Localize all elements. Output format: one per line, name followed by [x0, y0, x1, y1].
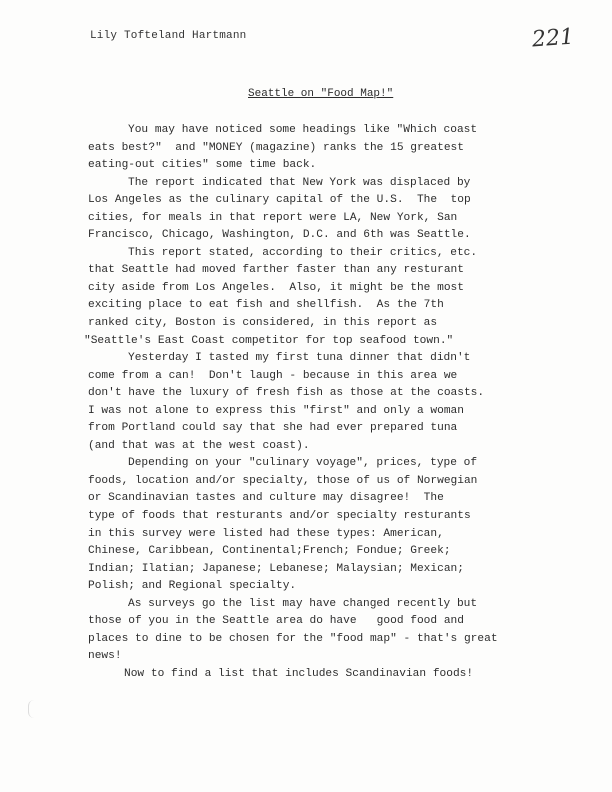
body-line: I was not alone to express this "first" and only a woman: [88, 404, 464, 417]
body-line: "Seattle's East Coast competitor for top seafood town.": [84, 334, 454, 347]
article-title: Seattle on "Food Map!": [248, 88, 394, 100]
body-line: city aside from Los Angeles. Also, it might be the most: [88, 281, 464, 294]
body-line: that Seattle had moved farther faster than any resturant: [88, 264, 464, 277]
body-line: or Scandinavian tastes and culture may disagree! The: [88, 492, 444, 505]
body-line: ranked city, Boston is considered, in this report as: [88, 317, 438, 330]
body-line: in this survey were listed had these types: American,: [88, 527, 444, 540]
body-line: Depending on your "culinary voyage", prices, type of: [128, 457, 478, 470]
body-line: eats best?" and "MONEY (magazine) ranks the 15 greatest: [88, 141, 464, 154]
body-line: Now to find a list that includes Scandinavian foods!: [124, 667, 474, 680]
body-line: eating-out cities" some time back.: [88, 159, 317, 172]
body-line: You may have noticed some headings like "Which coast: [128, 124, 478, 136]
body-line: type of foods that resturants and/or specialty resturants: [88, 510, 471, 523]
body-line: This report stated, according to their critics, etc.: [128, 246, 478, 259]
body-line: As surveys go the list may have changed recently but: [128, 597, 478, 610]
body-line: foods, location and/or specialty, those of us of Norwegian: [88, 474, 478, 487]
body-line: those of you in the Seattle area do have good food and: [88, 615, 464, 628]
article-body: [84, 122, 558, 684]
body-line: come from a can! Don't laugh - because in this area we: [88, 369, 458, 382]
body-line: The report indicated that New York was displaced by: [128, 176, 471, 189]
body-line: news!: [88, 650, 122, 663]
body-line: Indian; Ilatian; Japanese; Lebanese; Malaysian; Mexican;: [88, 562, 464, 575]
handwritten-page-number: 221: [531, 24, 575, 53]
body-line: Polish; and Regional specialty.: [88, 580, 297, 593]
body-line: from Portland could say that she had ever prepared tuna: [88, 422, 458, 435]
body-line: places to dine to be chosen for the "food map" - that's great: [88, 632, 498, 645]
body-line: Francisco, Chicago, Washington, D.C. and 6th was Seattle.: [88, 229, 471, 242]
body-line: (and that was at the west coast).: [88, 439, 310, 452]
body-line: Yesterday I tasted my first tuna dinner that didn't: [128, 352, 471, 365]
body-line: don't have the luxury of fresh fish as those at the coasts.: [88, 387, 485, 400]
body-line: Chinese, Caribbean, Continental;French; Fondue; Greek;: [88, 545, 451, 558]
author-name: Lily Tofteland Hartmann: [90, 30, 247, 42]
body-line: cities, for meals in that report were LA, New York, San: [88, 211, 458, 224]
body-line: Los Angeles as the culinary capital of the U.S. The top: [88, 194, 471, 207]
body-line: exciting place to eat fish and shellfish. As the 7th: [88, 299, 444, 312]
margin-pencil-mark: [28, 700, 39, 718]
